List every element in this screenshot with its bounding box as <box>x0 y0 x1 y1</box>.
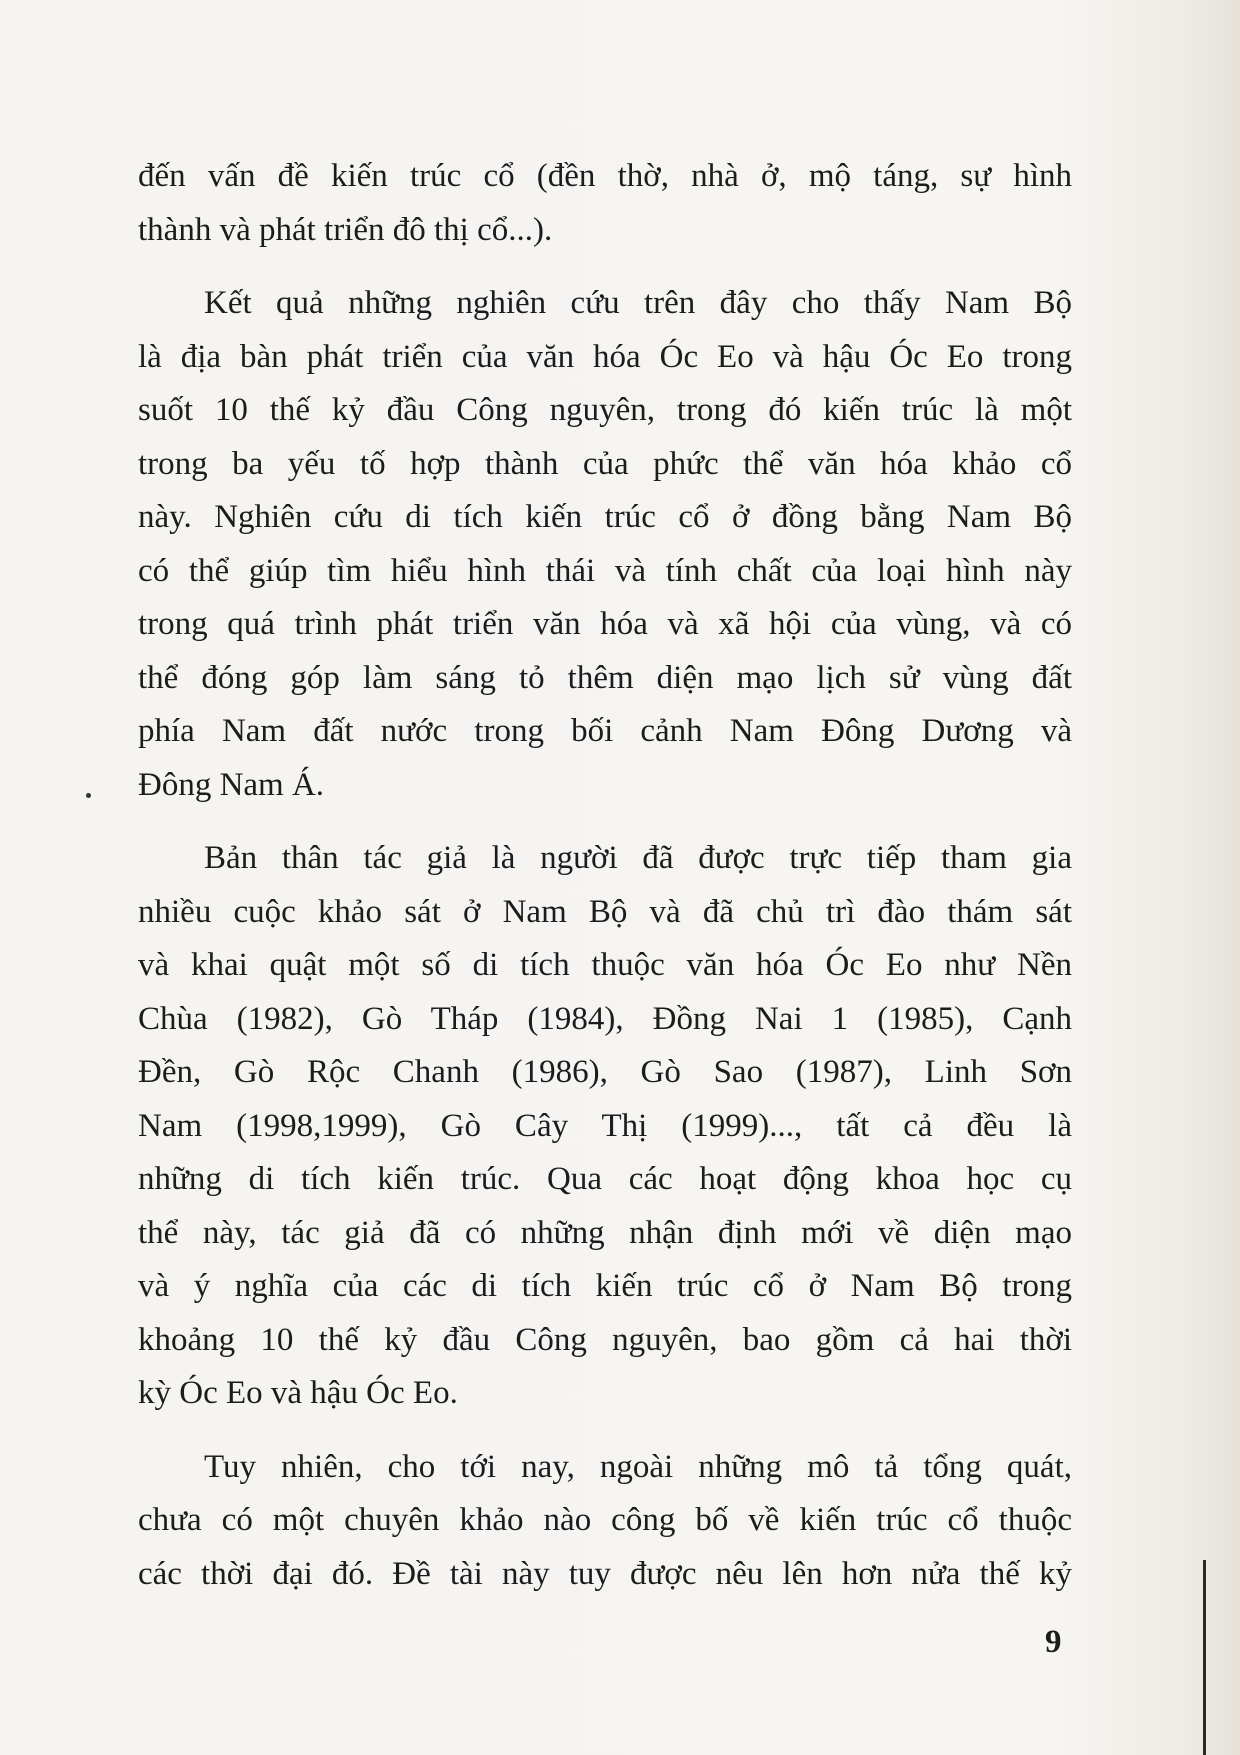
text-line: đến vấn đề kiến trúc cổ (đền thờ, nhà ở, mộ táng, sự hình <box>138 158 1072 194</box>
paragraph-1 <box>138 150 1072 257</box>
paragraph-4 <box>138 1441 1072 1602</box>
paragraph-2 <box>138 277 1072 812</box>
scan-speck <box>86 793 91 798</box>
text-line: Tuy nhiên, cho tới nay, ngoài những mô tả tổng quát, <box>204 1448 1072 1485</box>
text-line: có thể giúp tìm hiểu hình thái và tính chất của loại hình này <box>138 552 1072 589</box>
page-edge-line <box>1203 1560 1206 1755</box>
text-line: Đông Nam Á. <box>138 766 325 803</box>
text-line: Nam (1998,1999), Gò Cây Thị (1999)..., tất cả đều là <box>138 1107 1072 1144</box>
text-line: thể đóng góp làm sáng tỏ thêm diện mạo lịch sử vùng đất <box>138 659 1072 696</box>
text-line: trong ba yếu tố hợp thành của phức thể văn hóa khảo cổ <box>138 445 1072 482</box>
text-line: chưa có một chuyên khảo nào công bố về kiến trúc cổ thuộc <box>138 1502 1072 1538</box>
text-line: nhiều cuộc khảo sát ở Nam Bộ và đã chủ trì đào thám sát <box>138 893 1072 930</box>
body-text <box>138 150 1072 1601</box>
paragraph-3 <box>138 832 1072 1421</box>
text-line: khoảng 10 thế kỷ đầu Công nguyên, bao gồm cả hai thời <box>138 1321 1072 1358</box>
text-line: thành và phát triển đô thị cổ...). <box>138 211 553 248</box>
text-line: Chùa (1982), Gò Tháp (1984), Đồng Nai 1 (1985), Cạnh <box>138 1000 1072 1037</box>
text-line: Kết quả những nghiên cứu trên đây cho thấy Nam Bộ <box>204 285 1072 321</box>
text-line: và ý nghĩa của các di tích kiến trúc cổ ở Nam Bộ trong <box>138 1268 1072 1304</box>
text-line: suốt 10 thế kỷ đầu Công nguyên, trong đó kiến trúc là một <box>138 392 1072 428</box>
text-line: kỳ Óc Eo và hậu Óc Eo. <box>138 1375 458 1411</box>
text-line: Đền, Gò Rộc Chanh (1986), Gò Sao (1987), Linh Sơn <box>138 1054 1072 1090</box>
text-line: Bản thân tác giả là người đã được trực tiếp tham gia <box>204 840 1072 876</box>
text-line: là địa bàn phát triển của văn hóa Óc Eo và hậu Óc Eo trong <box>138 338 1072 375</box>
page-number: 9 <box>1045 1624 1062 1660</box>
text-line: thể này, tác giả đã có những nhận định mới về diện mạo <box>138 1214 1072 1251</box>
text-line: này. Nghiên cứu di tích kiến trúc cổ ở đồng bằng Nam Bộ <box>138 499 1072 535</box>
text-line: những di tích kiến trúc. Qua các hoạt động khoa học cụ <box>138 1161 1072 1197</box>
text-line: và khai quật một số di tích thuộc văn hóa Óc Eo như Nền <box>138 947 1072 983</box>
text-line: phía Nam đất nước trong bối cảnh Nam Đông Dương và <box>138 713 1072 749</box>
text-line: trong quá trình phát triển văn hóa và xã hội của vùng, và có <box>138 606 1072 642</box>
text-line: các thời đại đó. Đề tài này tuy được nêu lên hơn nửa thế kỷ <box>138 1555 1072 1592</box>
